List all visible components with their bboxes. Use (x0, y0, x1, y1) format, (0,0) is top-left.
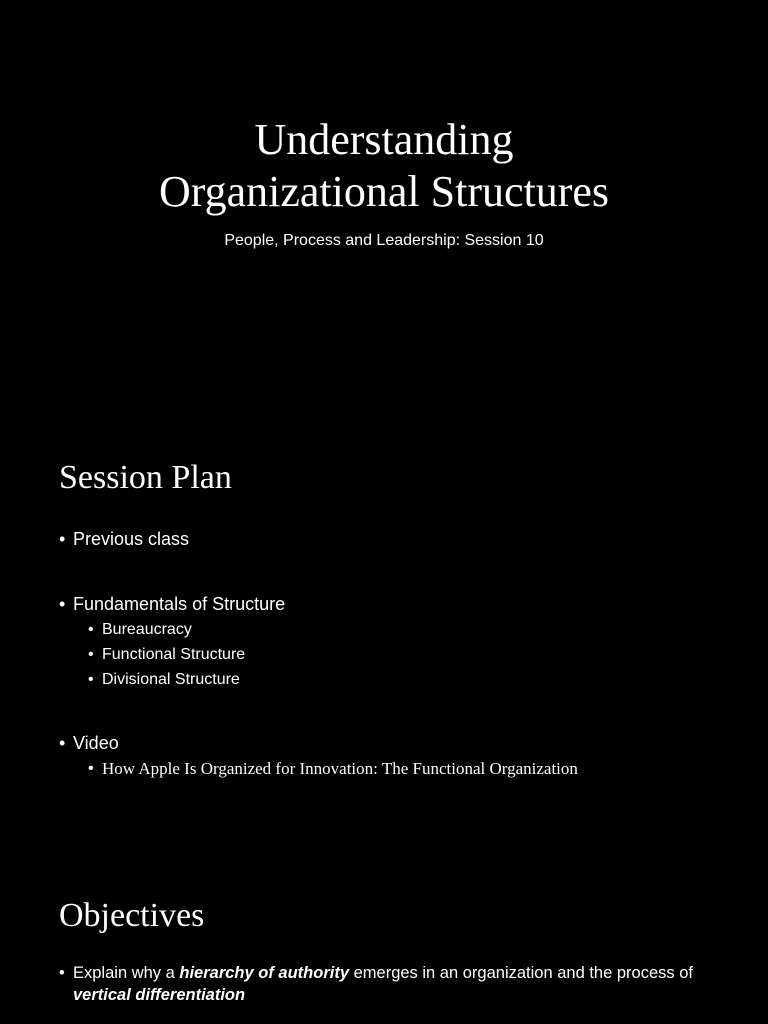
sub-item-label: Functional Structure (102, 646, 246, 663)
list-item-label: Fundamentals of Structure (73, 594, 286, 614)
bullet-icon: • (59, 733, 66, 753)
bullet-icon: • (59, 964, 65, 982)
bullet-icon: • (88, 760, 94, 777)
sub-item-label: Divisional Structure (102, 671, 240, 688)
bullet-icon: • (59, 529, 66, 549)
bullet-icon: • (88, 646, 94, 663)
objective-text (73, 962, 699, 1006)
subtitle: People, Process and Leadership: Session 10 (224, 232, 544, 249)
list-item-previous-class (59, 528, 189, 550)
main-title (0, 114, 768, 218)
bullet-icon: • (88, 621, 94, 638)
sub-item-bureaucracy (88, 620, 192, 640)
title-slide (0, 114, 768, 250)
sub-item-label: Bureaucracy (102, 621, 192, 638)
objectives-heading: Objectives (59, 897, 205, 934)
objective-text-part: emerges in an organization and the process of (349, 964, 693, 982)
list-item-video (59, 732, 119, 754)
main-title-line-1: Understanding (254, 115, 514, 164)
session-plan-heading: Session Plan (59, 459, 232, 496)
sub-item-apple-video (88, 759, 578, 779)
list-item-label: Video (73, 733, 119, 753)
objective-emphasis: vertical differentiation (73, 986, 246, 1004)
sub-item-label: How Apple Is Organized for Innovation: The Functional Organization (102, 759, 578, 778)
sub-item-divisional-structure (88, 670, 240, 690)
objective-text-part: Explain why a (73, 964, 180, 982)
sub-item-functional-structure (88, 645, 245, 665)
main-title-line-2: Organizational Structures (158, 167, 610, 216)
bullet-icon: • (88, 671, 94, 688)
bullet-icon: • (59, 594, 66, 614)
objective-emphasis: hierarchy of authority (179, 964, 350, 982)
list-item-label: Previous class (73, 529, 190, 549)
list-item-fundamentals (59, 593, 285, 615)
objective-item (59, 962, 699, 1006)
